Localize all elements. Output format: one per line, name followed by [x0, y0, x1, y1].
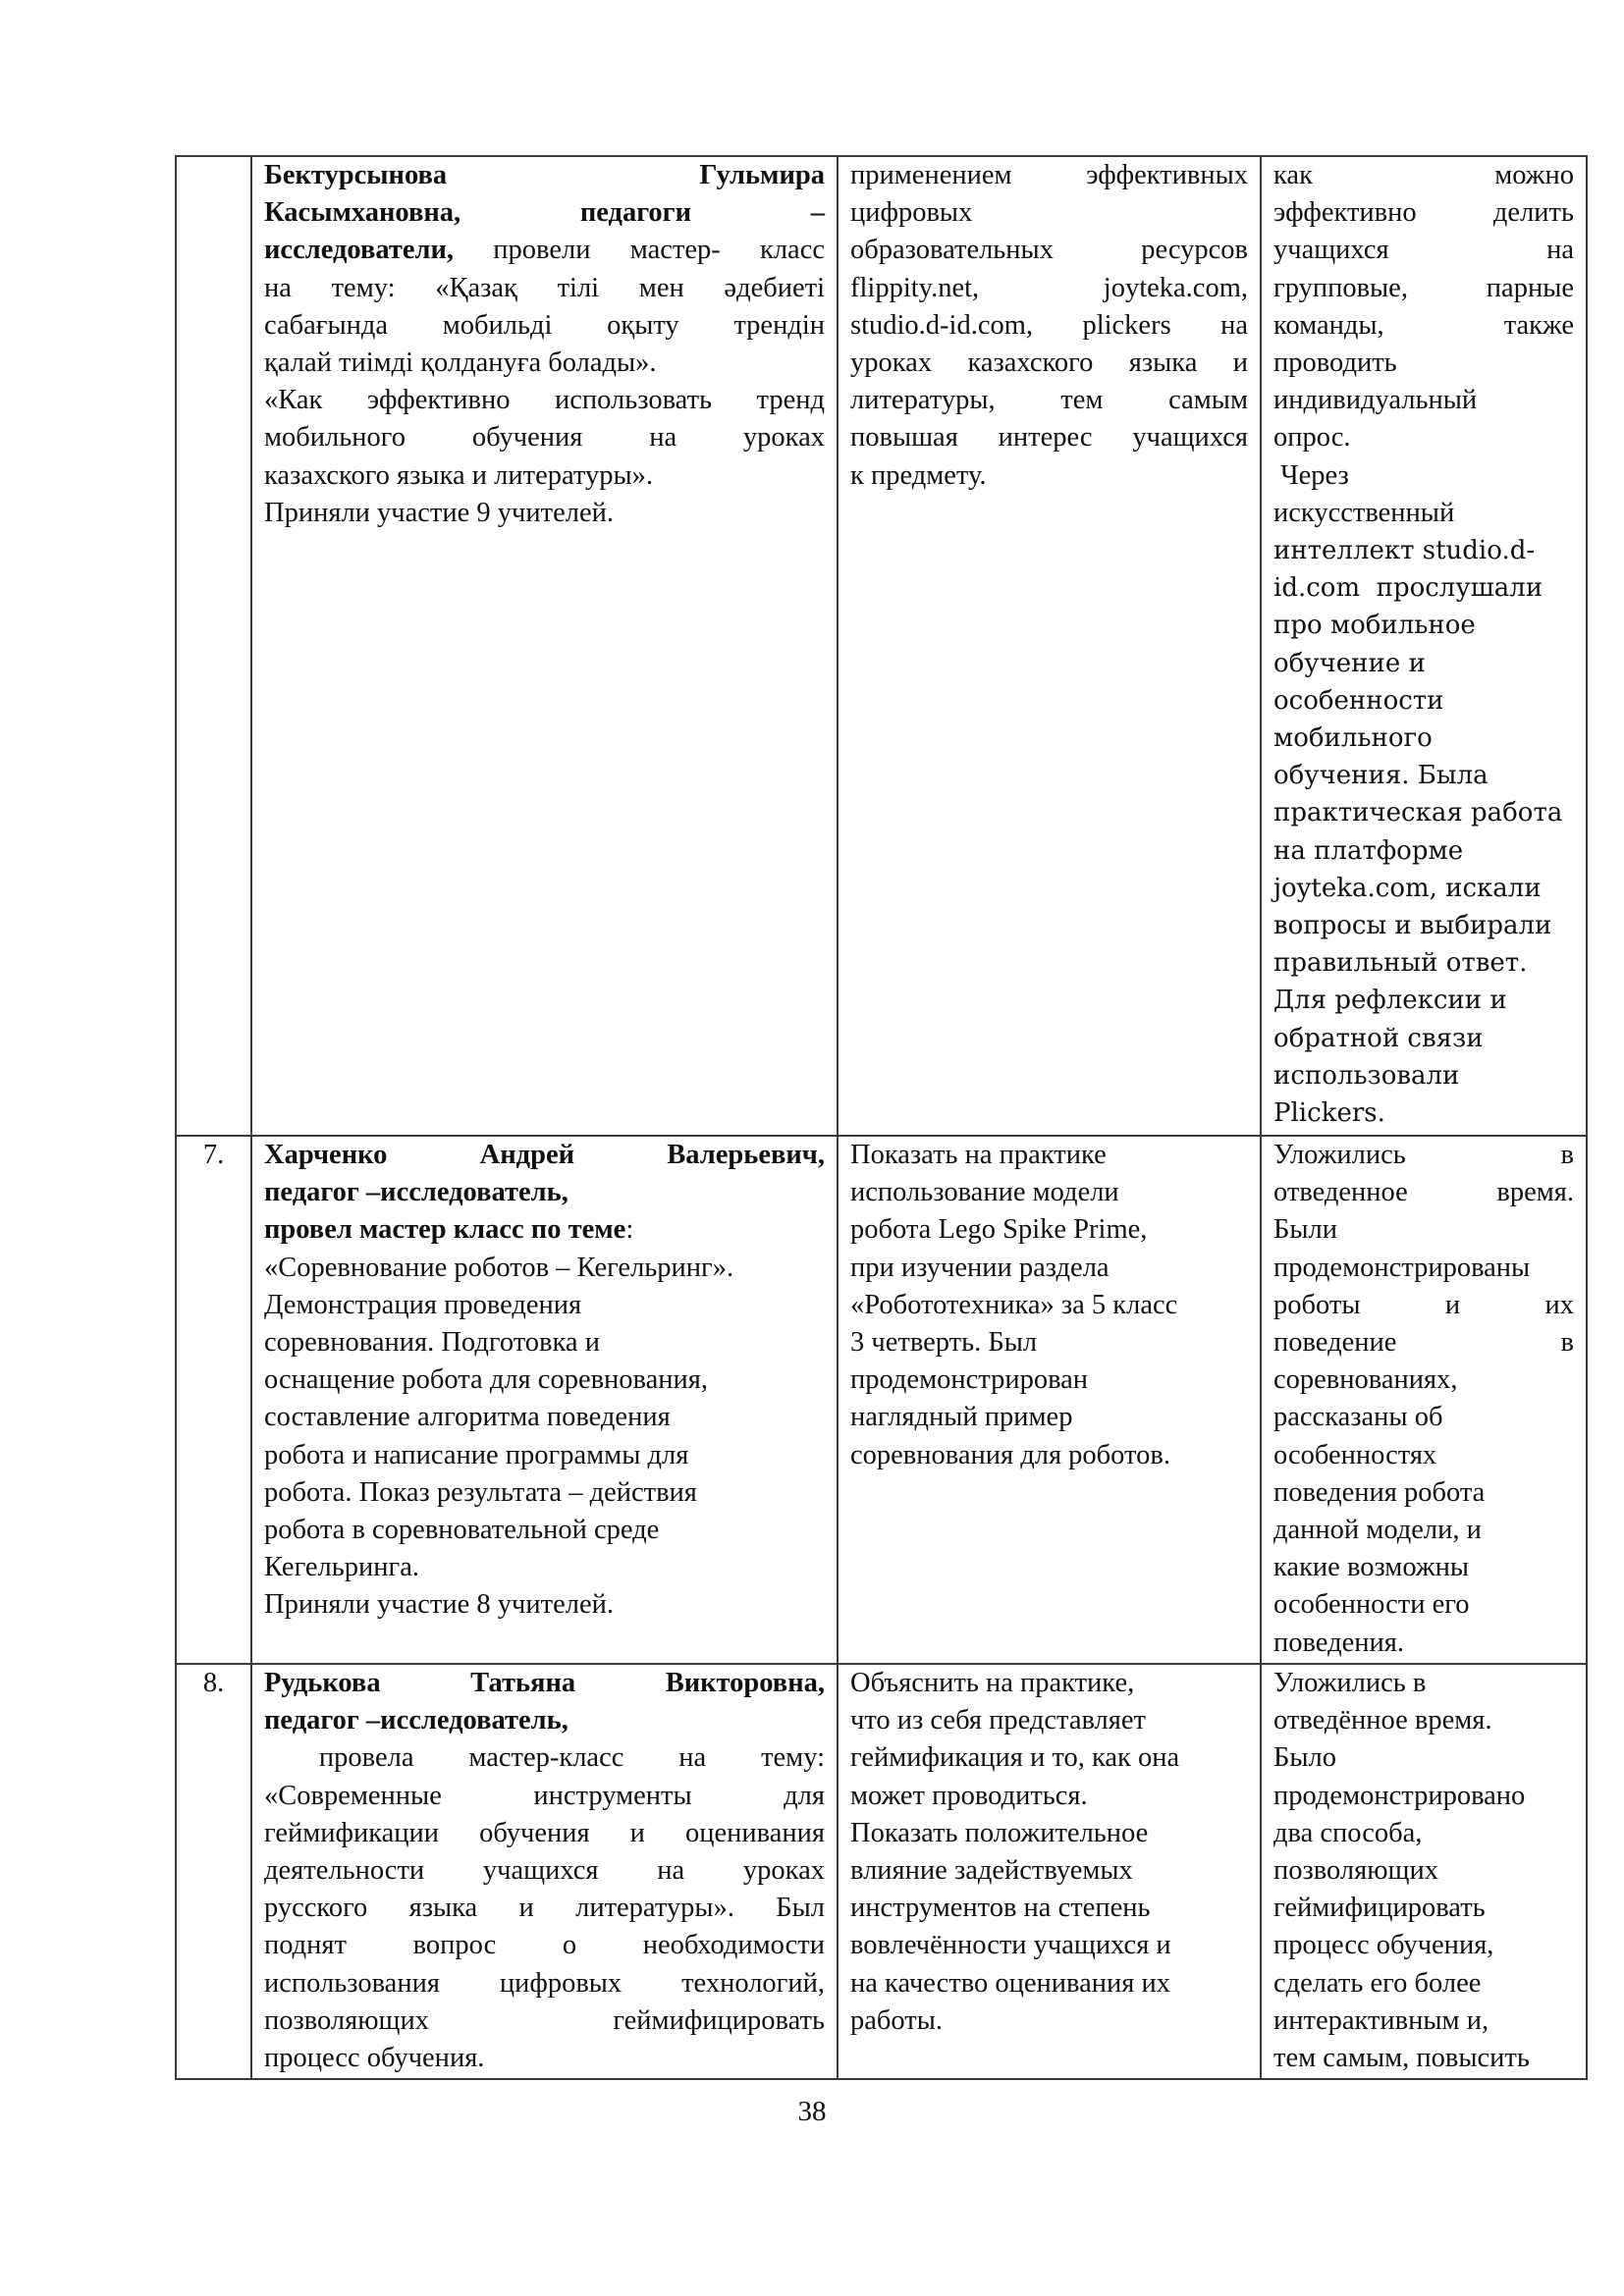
description-cell [251, 156, 838, 1136]
text-line: Приняли участие 8 учителей. [264, 1589, 614, 1621]
text-line: id.com прослушали [1273, 573, 1543, 604]
text-line: Демонстрация проведения [264, 1289, 582, 1320]
text-line: влияние задействуемых [850, 1855, 1133, 1887]
text-line: индивидуальный [1273, 385, 1478, 416]
goal-cell [838, 156, 1261, 1136]
text-line: казахского языка и литературы». [264, 459, 653, 491]
text-line: геймифицировать [1273, 1893, 1486, 1924]
text-line: данной модели, и [1273, 1515, 1482, 1546]
result-cell [1261, 1664, 1587, 2079]
text-line: мобильного обучения на уроках [264, 422, 825, 454]
text-line: команды, также [1273, 309, 1574, 341]
row-number-cell [176, 156, 251, 1136]
text-fragment: провели мастер- класс [454, 235, 825, 266]
text-line: Объяснить на практике, [850, 1668, 1135, 1698]
text-line: литературы, тем самым [850, 385, 1248, 416]
text-line: Приняли участие 9 учителей. [264, 497, 614, 528]
text-line: Были [1273, 1214, 1337, 1246]
text-line: опрос. [1273, 422, 1351, 454]
text-line: «Как эффективно использовать тренд [264, 385, 825, 416]
text-line: искусственный [1273, 497, 1455, 528]
text-line: педагог –исследователь, [264, 1177, 568, 1208]
goal-cell [838, 1136, 1261, 1664]
text-line: продемонстрировано [1273, 1780, 1526, 1811]
text-line: сделать его более [1273, 1967, 1482, 1999]
text-line: «Современные инструменты для [264, 1780, 825, 1811]
text-line: практическая работа [1273, 798, 1563, 828]
text-line [264, 1211, 825, 1249]
text-line: Было [1273, 1742, 1336, 1774]
text-line: образовательных ресурсов [850, 235, 1248, 266]
text-line: цифровых [850, 197, 973, 229]
text-line: Кегельринга. [264, 1552, 419, 1583]
text-line: инструментов на степень [850, 1893, 1151, 1924]
text-line: использовали [1273, 1060, 1460, 1091]
bold-fragment: исследователи, [264, 235, 455, 266]
text-line: деятельности учащихся на уроках [264, 1855, 825, 1887]
text-line: Plickers. [1273, 1098, 1385, 1129]
result-cell [1261, 1136, 1587, 1664]
text-line: Для рефлексии и [1273, 986, 1507, 1016]
text-fragment: : [625, 1214, 634, 1246]
table-row [176, 156, 1587, 1136]
text-line: «Соревнование роботов – Кегельринг». [264, 1252, 734, 1283]
text-line: поведения робота [1273, 1476, 1486, 1508]
text-line: интеллект studio.d- [1273, 536, 1536, 566]
text-line: Бектурсынова Гульмира [264, 160, 825, 190]
text-line: к предмету. [850, 459, 987, 491]
text-line: flippity.net, joyteka.com, [850, 272, 1248, 303]
text-line: может проводиться. [850, 1780, 1088, 1811]
text-line: joyteka.com, искали [1273, 873, 1542, 903]
text-line: вовлечённости учащихся и [850, 1930, 1171, 1961]
text-line: соревнования для роботов. [850, 1439, 1170, 1470]
text-line: робота. Показ результата – действия [264, 1476, 697, 1508]
text-line: работы. [850, 2004, 944, 2036]
text-line: Показать положительное [850, 1817, 1149, 1848]
text-line: процесс обучения. [264, 2043, 485, 2074]
text-line: Через [1273, 459, 1349, 491]
text-line: Показать на практике [850, 1140, 1107, 1170]
text-line: на тему: «Қазақ тілі мен әдебиеті [264, 272, 825, 303]
text-line: робота и написание программы для [264, 1439, 689, 1470]
text-line: провела мастер-класс на тему: [264, 1742, 826, 1774]
text-line: Рудькова Татьяна Викторовна, [264, 1668, 825, 1698]
row-number-cell: 8. [176, 1664, 251, 2079]
text-line: как можно [1273, 160, 1574, 190]
text-line: позволяющих геймифицировать [264, 2004, 825, 2036]
table-body [176, 156, 1587, 2079]
text-line: правильный ответ. [1273, 948, 1528, 979]
text-line: особенности его [1273, 1589, 1470, 1621]
text-line: повышая интерес учащихся [850, 422, 1248, 454]
text-line: соревнования. Подготовка и [264, 1327, 600, 1359]
text-line: проводить [1273, 347, 1397, 379]
text-line: процесс обучения, [1273, 1930, 1494, 1961]
report-table [175, 155, 1588, 2080]
text-line: сабағында мобильді оқыту трендін [264, 309, 825, 341]
text-line: поднят вопрос о необходимости [264, 1930, 825, 1961]
text-line: на качество оценивания их [850, 1967, 1171, 1999]
bold-fragment: провел мастер класс по теме [264, 1214, 626, 1246]
text-line: 3 четверть. Был [850, 1327, 1038, 1359]
text-line: применением эффективных [850, 160, 1248, 190]
text-line: педагог –исследователь, [264, 1705, 568, 1736]
text-line: какие возможны [1273, 1552, 1469, 1583]
row-number-cell: 7. [176, 1136, 251, 1664]
text-line: эффективно делить [1273, 197, 1574, 229]
text-line: поведения. [1273, 1627, 1404, 1658]
text-line: при изучении раздела [850, 1252, 1110, 1283]
text-line: Уложились в [1273, 1140, 1574, 1170]
text-line: соревнованиях, [1273, 1364, 1458, 1396]
text-line: геймификации обучения и оценивания [264, 1817, 825, 1848]
text-line: особенностях [1273, 1439, 1437, 1470]
text-line: интерактивным и, [1273, 2004, 1489, 2036]
text-line: обучения. Была [1273, 761, 1489, 791]
text-line: геймификация и то, как она [850, 1742, 1180, 1774]
text-line: обратной связи [1273, 1023, 1484, 1053]
text-line: продемонстрирован [850, 1364, 1089, 1396]
text-line: уроках казахского языка и [850, 347, 1248, 379]
text-line: роботы и их [1273, 1289, 1574, 1320]
text-line: рассказаны об [1273, 1402, 1443, 1433]
text-line: особенности [1273, 685, 1444, 716]
text-line: отведённое время. [1273, 1705, 1492, 1736]
page-number: 38 [797, 2096, 827, 2127]
text-line: групповые, парные [1273, 272, 1574, 303]
description-cell [251, 1136, 838, 1664]
text-line: Харченко Андрей Валерьевич, [264, 1140, 825, 1170]
text-line: отведенное время. [1273, 1177, 1574, 1208]
text-line: использование модели [850, 1177, 1119, 1208]
text-line [264, 232, 825, 269]
text-line: использования цифровых технологий, [264, 1967, 825, 1999]
text-line: про мобильное [1273, 611, 1476, 641]
text-line: оснащение робота для соревнования, [264, 1364, 709, 1396]
description-cell [251, 1664, 838, 2079]
text-line: мобильного [1273, 723, 1433, 754]
text-line: обучение и [1273, 648, 1426, 678]
result-cell [1261, 156, 1587, 1136]
text-line: продемонстрированы [1273, 1252, 1531, 1283]
text-line: на платформе [1273, 835, 1464, 866]
text-line: наглядный пример [850, 1402, 1073, 1433]
text-line: «Робототехника» за 5 класс [850, 1289, 1178, 1320]
table-row [176, 1136, 1587, 1664]
text-line: studio.d-id.com, plickers на [850, 309, 1248, 341]
text-line: два способа, [1273, 1817, 1423, 1848]
text-line: робота Lego Spike Prime, [850, 1214, 1148, 1246]
table-row [176, 1664, 1587, 2079]
text-line: русского языка и литературы». Был [264, 1893, 825, 1924]
text-line: Уложились в [1273, 1668, 1427, 1698]
text-line: поведение в [1273, 1327, 1574, 1359]
goal-cell [838, 1664, 1261, 2079]
text-line: қалай тиімді қолдануға болады». [264, 347, 657, 379]
text-line: что из себя представляет [850, 1705, 1146, 1736]
text-line: учащихся на [1273, 235, 1574, 266]
text-line: Касымхановна, педагоги – [264, 197, 825, 229]
text-line: робота в соревновательной среде [264, 1515, 660, 1546]
text-line: тем самым, повысить [1273, 2043, 1530, 2074]
text-line: позволяющих [1273, 1855, 1438, 1887]
text-line: составление алгоритма поведения [264, 1402, 671, 1433]
text-line: вопросы и выбирали [1273, 911, 1552, 941]
